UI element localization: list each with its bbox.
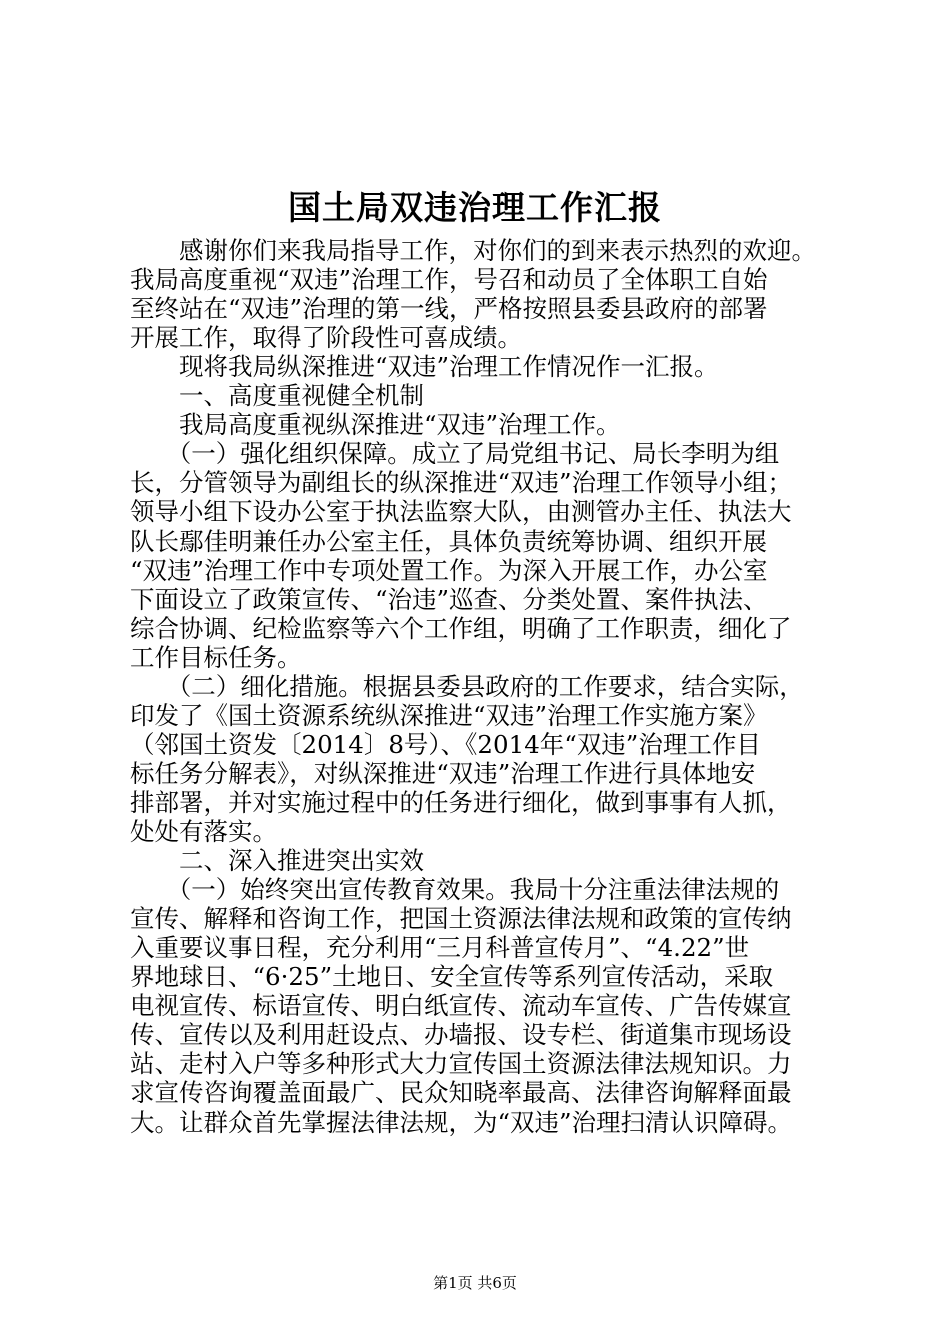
body-text-line: 队长鄢佳明兼任办公室主任，具体负责统筹协调、组织开展 [130,526,767,556]
body-text-line: （一）始终突出宣传教育效果。我局十分注重法律法规的 [130,875,780,905]
body-text-line: 入重要议事日程，充分利用“三月科普宣传月”、“4.22”世 [130,933,750,963]
body-text-line: 站、走村入户等多种形式大力宣传国土资源法律法规知识。力 [130,1049,792,1079]
body-text-line: 现将我局纵深推进“双违”治理工作情况作一汇报。 [130,352,719,382]
body-text-line: 我局高度重视纵深推进“双违”治理工作。 [130,410,621,440]
body-text-line: 排部署，并对实施过程中的任务进行细化，做到事事有人抓， [130,787,792,817]
body-text-line: 标任务分解表》，对纵深推进“双违”治理工作进行具体地安 [130,758,756,788]
body-text-line: （一）强化组织保障。成立了局党组书记、局长李明为组 [130,439,780,469]
page-footer: 第1页 共6页 [433,1274,517,1292]
body-text-line: 传、宣传以及利用赶设点、办墙报、设专栏、街道集市现场设 [130,1020,792,1050]
body-text-line: 印发了《国土资源系统纵深推进“双违”治理工作实施方案》 [130,700,768,730]
body-text-line: 下面设立了政策宣传、“治违”巡查、分类处置、案件执法、 [130,584,768,614]
body-text-line: 宣传、解释和咨询工作，把国土资源法律法规和政策的宣传纳 [130,904,792,934]
body-text-line: （邻国土资发〔2014〕8号）、《2014年“双违”治理工作目 [130,729,761,759]
body-text-line: 开展工作，取得了阶段性可喜成绩。 [130,323,522,353]
body-text-line: 电视宣传、标语宣传、明白纸宣传、流动车宣传、广告传媒宣 [130,991,792,1021]
body-text-line: 领导小组下设办公室于执法监察大队，由测管办主任、执法大 [130,497,792,527]
body-text-line: （二）细化措施。根据县委县政府的工作要求，结合实际， [130,671,804,701]
body-text-line: 界地球日、“6·25”土地日、安全宣传等系列宣传活动，采取 [130,962,774,992]
body-text-line: 处处有落实。 [130,817,277,846]
body-text-line: 综合协调、纪检监察等六个工作组，明确了工作职责，细化了 [130,613,792,643]
body-text-line: 二、深入推进突出实效 [130,846,424,876]
body-text-line: 一、高度重视健全机制 [130,381,424,411]
body-text-line: 长，分管领导为副组长的纵深推进“双违”治理工作领导小组； [130,468,793,498]
body-text-line: 求宣传咨询覆盖面最广、民众知晓率最高、法律咨询解释面最 [130,1078,792,1108]
body-text-line: “双违”治理工作中专项处置工作。为深入开展工作，办公室 [130,555,768,585]
body-text-line: 我局高度重视“双违”治理工作，号召和动员了全体职工自始 [130,265,768,295]
body-text-line: 感谢你们来我局指导工作，对你们的到来表示热烈的欢迎。 [130,236,816,265]
body-text-line: 大。让群众首先掌握法律法规，为“双违”治理扫清认识障碍。 [130,1107,793,1137]
document-title: 国土局双违治理工作汇报 [288,188,662,227]
body-text-line: 至终站在“双违”治理的第一线，严格按照县委县政府的部署 [130,294,768,324]
body-text-line: 工作目标任务。 [130,642,302,672]
